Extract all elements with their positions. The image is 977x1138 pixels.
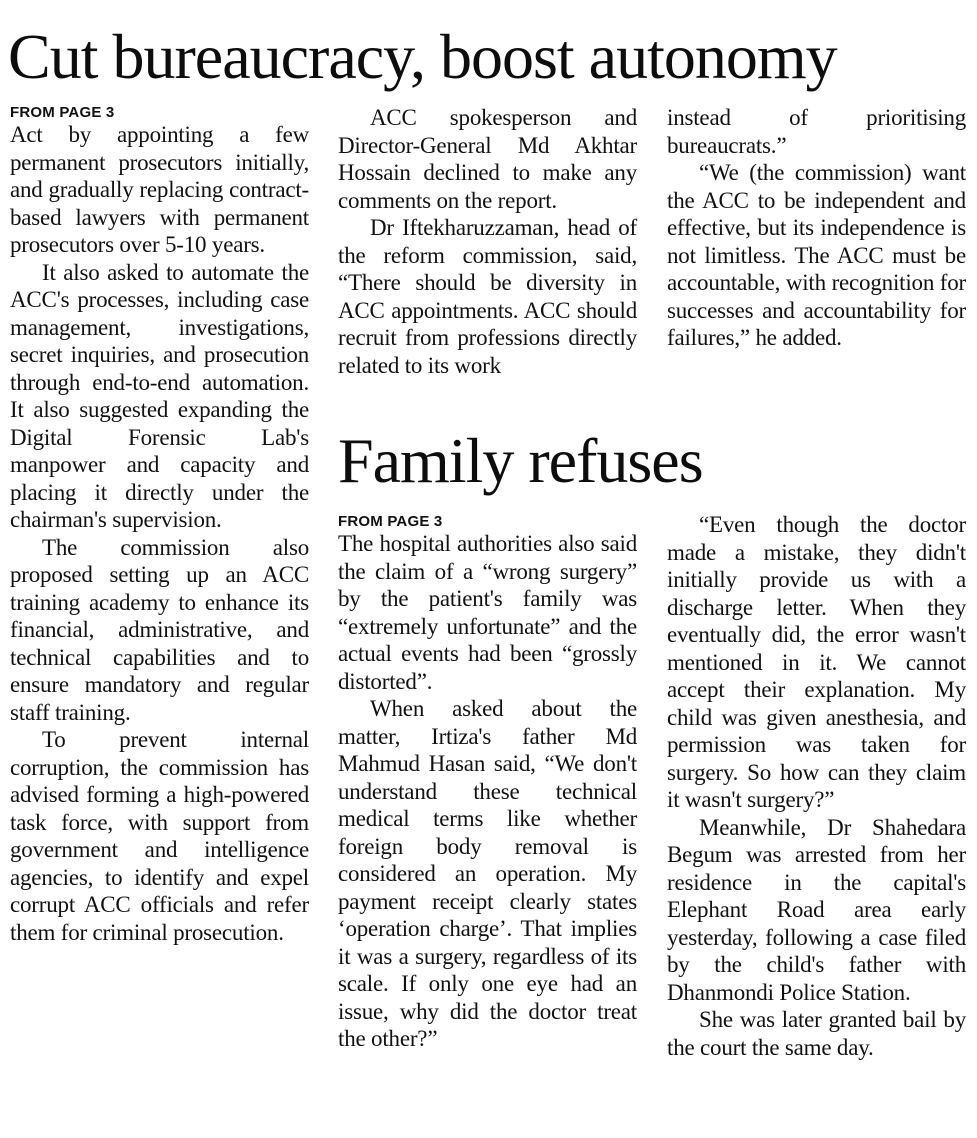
article-1-column-3 xyxy=(667,104,966,352)
paragraph: Dr Iftekharuzzaman, head of the reform commission, said, “There should be diversity in ACC appointments. ACC should recruit from professions directly related to its work xyxy=(338,215,637,378)
paragraph: “Even though the doctor made a mistake, they didn't initially provide us with a discharge letter. When they eventually did, the error wasn't mentioned in it. We cannot accept their explanation. My child was given anesthesia, and permission was taken for surgery. So how can they claim it wasn't surgery?” xyxy=(667,512,966,812)
headline-cut-bureaucracy: Cut bureaucracy, boost autonomy xyxy=(8,21,837,92)
paragraph: The hospital authorities also said the claim of a “wrong surgery” by the patient's family was “extremely unfortunate” and the actual events had been “grossly distorted”. xyxy=(338,531,637,694)
from-page-kicker: FROM PAGE 3 xyxy=(10,104,115,121)
article-1-column-1 xyxy=(10,104,309,946)
from-page-kicker: FROM PAGE 3 xyxy=(338,513,443,530)
paragraph: It also asked to automate the ACC's processes, including case management, investigations, secret inquiries, and prosecution through end-to-end automation. It also suggested expanding the Digital Forensic Lab's manpower and capacity and placing it directly under the chairman's supervision. xyxy=(10,259,309,532)
headline-family-refuses: Family refuses xyxy=(338,425,703,496)
paragraph: To prevent internal corruption, the commission has advised forming a high-powered task force, with support from government and intelligence agencies, to identify and expel corrupt ACC officials and refer them for criminal prosecution. xyxy=(10,727,309,945)
article-2-column-1 xyxy=(338,513,637,1053)
paragraph: She was later granted bail by the court the same day. xyxy=(667,1007,966,1060)
paragraph: Act by appointing a few permanent prosecutors initially, and gradually replacing contract-based lawyers with permanent prosecutors over 5-10 years. xyxy=(10,122,309,257)
paragraph: instead of prioritising bureaucrats.” xyxy=(667,105,966,158)
article-1-column-2 xyxy=(338,104,637,379)
paragraph: ACC spokesperson and Director-General Md Akhtar Hossain declined to make any comments on the report. xyxy=(338,105,637,213)
paragraph: Meanwhile, Dr Shahedara Begum was arrested from her residence in the capital's Elephant Road area early yesterday, following a case filed by the child's father with Dhanmondi Police Station. xyxy=(667,814,966,1005)
paragraph: “We (the commission) want the ACC to be independent and effective, but its independence is not limitless. The ACC must be accountable, with recognition for successes and accountability for failures,” he added. xyxy=(667,160,966,350)
paragraph: The commission also proposed setting up an ACC training academy to enhance its financial, administrative, and technical capabilities and to ensure mandatory and regular staff training. xyxy=(10,534,309,725)
article-2-column-2 xyxy=(667,511,966,1061)
paragraph: When asked about the matter, Irtiza's father Md Mahmud Hasan said, “We don't understand these technical medical terms like whether foreign body removal is considered an operation. My payment receipt clearly states ‘operation charge’. That implies it was a surgery, regardless of its scale. If only one eye had an issue, why did the doctor treat the other?” xyxy=(338,696,637,1051)
